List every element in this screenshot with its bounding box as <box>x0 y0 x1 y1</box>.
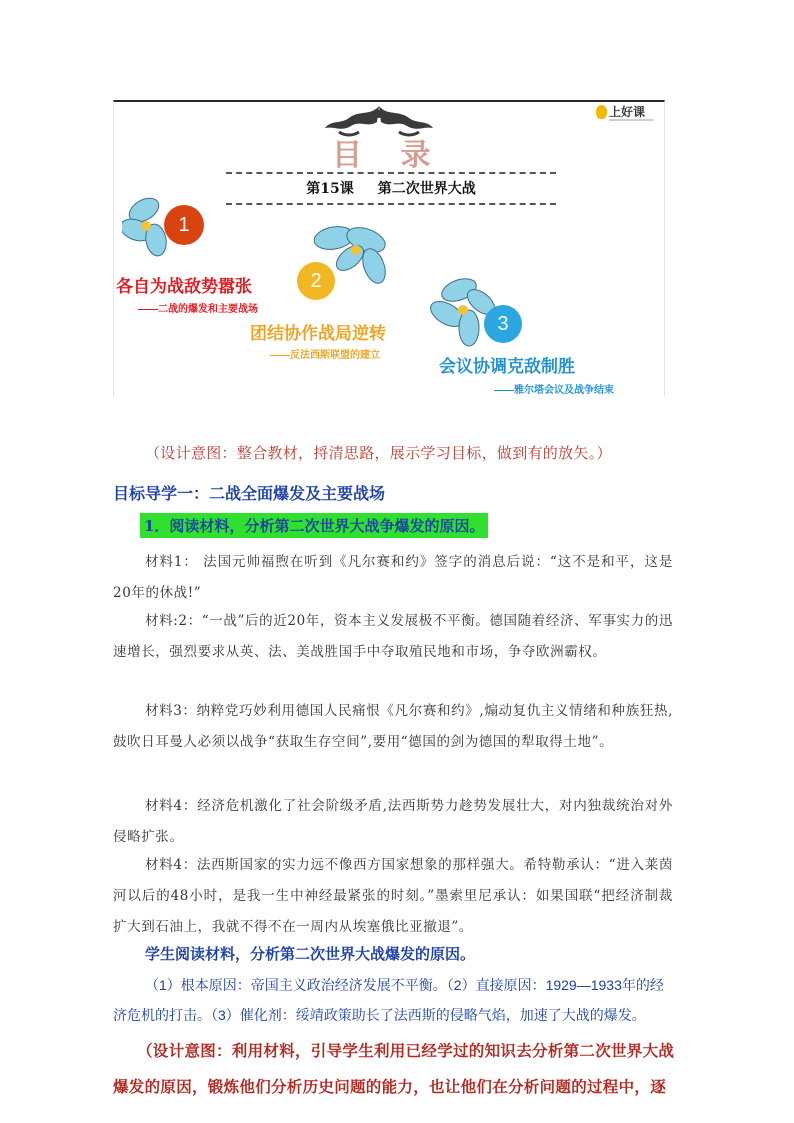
divider-bottom <box>226 203 556 205</box>
section-1-title: 各自为战敌势嚣张 <box>116 277 252 296</box>
section-1-number: 1 <box>164 205 204 245</box>
section-3-subtitle: ——雅尔塔会议及战争结束 <box>494 385 614 396</box>
design-note-1: （设计意图：整合教材，捋清思路，展示学习目标，做到有的放矢。） <box>145 444 612 462</box>
divider-top <box>226 172 556 174</box>
brand-name: 上好课 <box>609 105 646 119</box>
answer-paragraph: （1）根本原因：帝国主义政治经济发展不平衡。（2）直接原因：1929—1933年的经济危机的打击。（3）催化剂：绥靖政策助长了法西斯的侵略气焰，加速了大战的爆发。 <box>113 977 664 1023</box>
section-2-title: 团结协作战局逆转 <box>250 324 386 343</box>
student-task: 学生阅读材料，分析第二次世界大战爆发的原因。 <box>145 946 476 963</box>
lesson-name: 第二次世界大战 <box>377 181 476 197</box>
design-note-2: （设计意图：利用材料，引导学生利用已经学过的知识去分析第二次世界大战爆发的原因，锻炼他们分析历史问题的能力，也让他们在分析问题的过程中，逐 <box>113 1043 675 1096</box>
section-3-title: 会议协调克敌制胜 <box>439 357 575 376</box>
toc-title: 目 录 <box>332 138 445 173</box>
lesson-number: 第15课 <box>306 181 354 197</box>
material-paragraph: 材料:2：“一战”后的近20年，资本主义发展极不平衡。德国随着经济、军事实力的迅速增长，强烈要求从英、法、美战胜国手中夺取殖民地和市场，争夺欧洲霸权。 <box>113 613 673 660</box>
section-2-number: 2 <box>297 262 335 300</box>
brand-logo <box>596 104 656 126</box>
lesson-heading <box>226 178 556 198</box>
bulb-icon <box>596 105 607 119</box>
material-paragraph: 材料4：法西斯国家的实力远不像西方国家想象的那样强大。希特勒承认：“进入莱茵河以后的48小时，是我一生中神经最紧张的时刻。”墨索里尼承认：如果国联“把经济制裁扩大到石油上，我就不得不在一周内从埃塞俄比亚撤退”。 <box>113 857 673 935</box>
toc-banner <box>113 100 665 396</box>
task-heading: 1．阅读材料，分析第二次世界大战争爆发的原因。 <box>140 513 488 538</box>
section-1-subtitle: ——二战的爆发和主要战场 <box>138 304 258 315</box>
material-paragraph: 材料4：经济危机激化了社会阶级矛盾,法西斯势力趁势发展壮大，对内独裁统治对外侵略扩张。 <box>113 798 673 845</box>
material-paragraph: 材料1： 法国元帅福煦在听到《凡尔赛和约》签字的消息后说：“这不是和平，这是20年的休战!” <box>113 554 673 601</box>
material-paragraph: 材料3：纳粹党巧妙利用德国人民痛恨《凡尔赛和约》,煽动复仇主义情绪和种族狂热,鼓吹日耳曼人必须以战争“获取生存空间”,要用“德国的剑为德国的犁取得土地”。 <box>113 703 673 750</box>
section-heading: 目标导学一：二战全面爆发及主要战场 <box>113 484 386 503</box>
section-2-subtitle: ——反法西斯联盟的建立 <box>270 350 380 361</box>
section-3-number: 3 <box>484 305 522 343</box>
